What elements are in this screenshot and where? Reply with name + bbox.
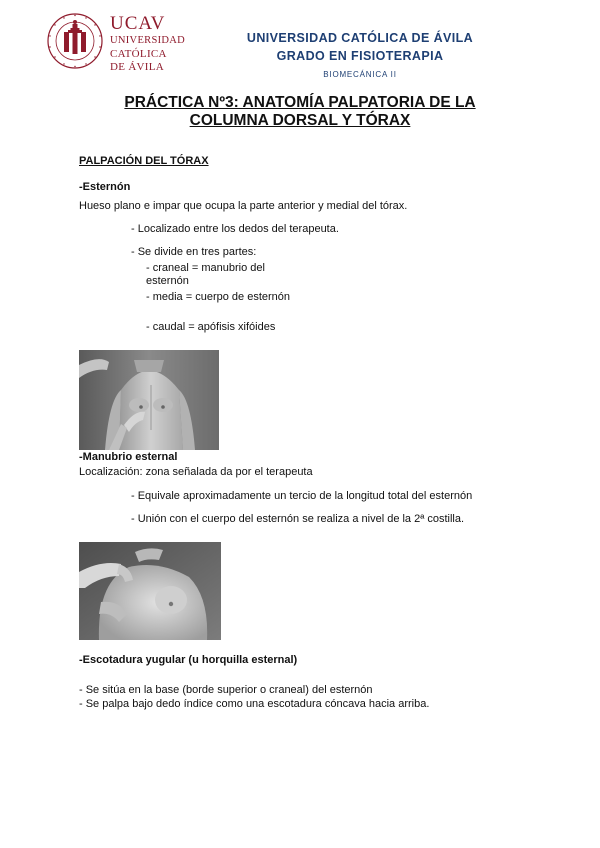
manubrio-heading: -Manubrio esternal [79,451,178,463]
escotadura-heading: -Escotadura yugular (u horquilla esternal) [79,654,298,666]
escotadura-bullet-1: - Se sitúa en la base (borde superior o craneal) del esternón [79,684,373,696]
subject-name: BIOMECÁNICA II [323,70,397,79]
logo-line-1: UNIVERSIDAD [110,35,186,46]
university-name: UNIVERSIDAD CATÓLICA DE ÁVILA [246,31,474,45]
document-title-line-1: PRÁCTICA Nº3: ANATOMÍA PALPATORIA DE LA [124,94,476,111]
esternon-sub-1: - craneal = manubrio del [146,262,265,274]
sternum-palpation-photo [79,350,219,450]
logo-acronym: UCAV [110,13,166,34]
logo-line-3: DE ÁVILA [110,60,165,73]
esternon-sub-3: - caudal = apófisis xifóides [146,321,276,333]
manubrio-bullet-1: - Equivale aproximadamente un tercio de la longitud total del esternón [131,490,473,502]
manubrium-palpation-photo [79,542,221,640]
university-logo-text [110,14,185,73]
esternon-bullet-1: - Localizado entre los dedos del terapeuta. [131,223,339,235]
manubrio-location: Localización: zona señalada da por el terapeuta [79,466,313,478]
section-heading: PALPACIÓN DEL TÓRAX [79,155,209,167]
esternon-sub-2: - media = cuerpo de esternón [146,291,291,303]
university-seal-logo [46,12,104,70]
escotadura-bullet-2: - Se palpa bajo dedo índice como una escotadura cóncava hacia arriba. [79,698,430,710]
manubrio-bullet-2: - Unión con el cuerpo del esternón se realiza a nivel de la 2ª costilla. [131,513,465,525]
esternon-bullet-2: - Se divide en tres partes: [131,246,257,258]
esternon-sub-1-continuation: esternón [146,275,189,284]
document-title-line-2: COLUMNA DORSAL Y TÓRAX [189,112,411,129]
esternon-heading: -Esternón [79,181,131,193]
degree-name: GRADO EN FISIOTERAPIA [276,49,444,63]
logo-line-2: CATÓLICA [110,47,167,60]
esternon-description: Hueso plano e impar que ocupa la parte anterior y medial del tórax. [79,200,408,212]
